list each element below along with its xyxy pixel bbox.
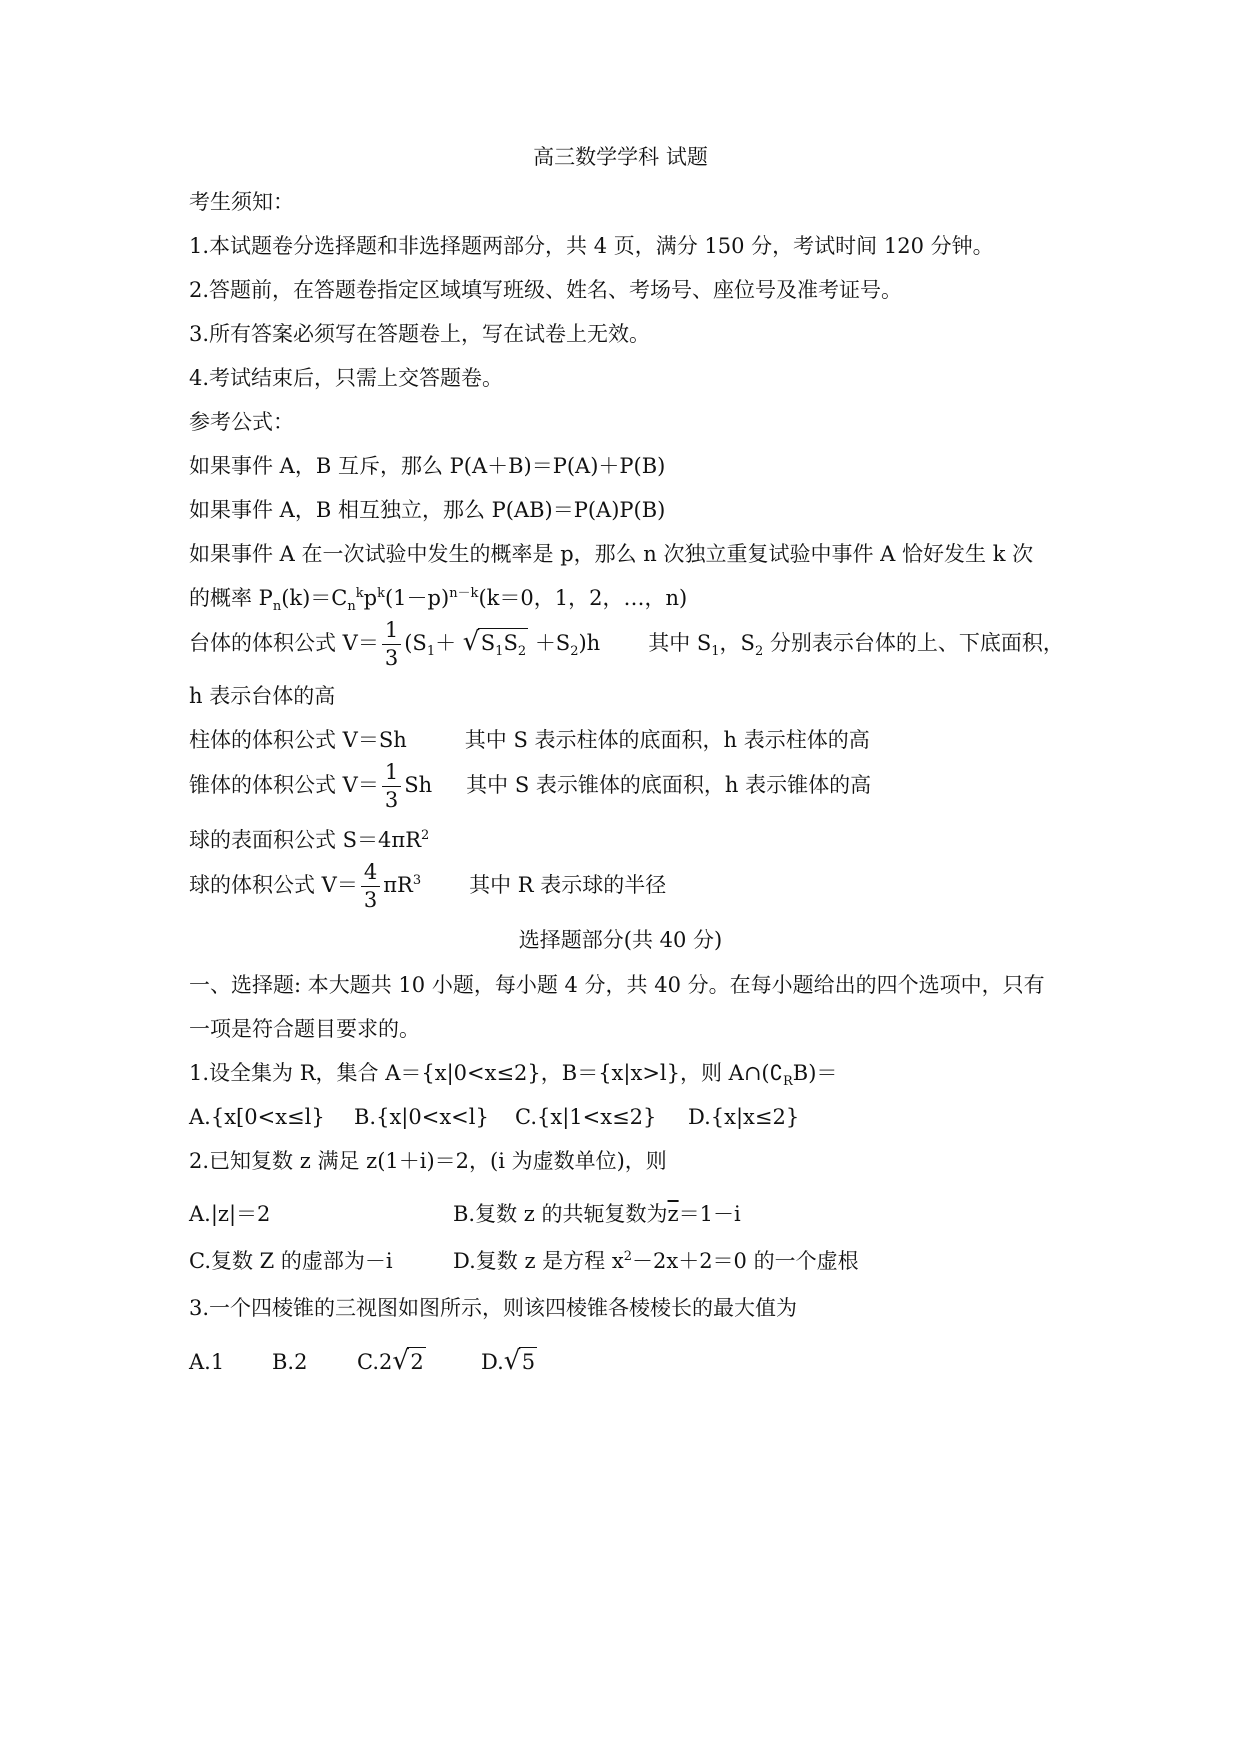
formula-independent: 如果事件 A，B 相互独立，那么 P(AB)＝P(A)P(B) [189, 498, 666, 522]
question-3-stem: 3.一个四棱锥的三视图如图所示，则该四棱锥各棱棱长的最大值为 [189, 1296, 798, 1320]
question-2-stem: 2.已知复数 z 满足 z(1＋i)＝2，(i 为虚数单位)，则 [189, 1149, 667, 1173]
fraction: $\frac{1}{3}$ [382, 620, 401, 669]
notice-item: 3.所有答案必须写在答题卷上，写在试卷上无效。 [189, 322, 651, 346]
q2-option-c: C.复数 Z 的虚部为－i [189, 1249, 393, 1273]
formula-mutex: 如果事件 A，B 互斥，那么 P(A＋B)＝P(A)＋P(B) [189, 454, 666, 478]
notice-heading: 考生须知： [189, 190, 294, 214]
q3-option-b: B.2 [272, 1350, 308, 1374]
formula-sphere-area: 球的表面积公式 $S=4\pi R^2$ [189, 828, 430, 852]
page-title: 高三数学学科 试题 [533, 145, 708, 169]
q2-option-b: B.复数 z 的共轭复数为$\overline{z}=1-i$ [453, 1202, 741, 1226]
formula-frustum: 台体的体积公式 V＝ $\frac{1}{3}$ ($S_1+$ √ $S_1S_2 +S_2)h$ 其中 $S_1$，$S_2$ 分别表示台体的上、下底面积， [189, 618, 1064, 670]
formula-heading: 参考公式： [189, 410, 294, 434]
section-intro: 一、选择题: 本大题共 10 小题，每小题 4 分，共 40 分。在每小题给出的四个选项中，只有 [189, 973, 1045, 997]
formula-bernoulli-line2: 的概率 $P_n(k)=C_n^kp^k(1-p)^{n-k}(k=0$，1，2，…，n) [189, 586, 688, 615]
formula-prism: 柱体的体积公式 V＝Sh 其中 S 表示柱体的底面积，h 表示柱体的高 [189, 728, 870, 752]
q3-option-a: A.1 [189, 1350, 225, 1374]
q1-option-d: D.{x|x≤2} [688, 1105, 800, 1129]
radical: √ $S_1S_2$ [462, 627, 527, 660]
q1-option-a: A.{x[0<x≤l} [189, 1105, 325, 1129]
notice-item: 1.本试题卷分选择题和非选择题两部分，共 4 页，满分 150 分，考试时间 120 分钟。 [189, 234, 994, 258]
formula-frustum-note: h 表示台体的高 [189, 684, 336, 708]
fraction: $\frac{1}{3}$ [382, 762, 401, 811]
section-title: 选择题部分(共 40 分) [518, 928, 723, 952]
q2-option-a: A.|z|＝2 [189, 1202, 271, 1226]
fraction: $\frac{4}{3}$ [361, 862, 380, 911]
question-1-stem: 1.设全集为 R，集合 A＝{x|0<x≤2}，B＝{x|x>l}，则 $A\cap(∁_RB)=$ [189, 1061, 838, 1090]
q3-option-c: C.2 √ 2 [357, 1346, 424, 1376]
q2-option-d: D.复数 z 是方程 $x^2-2x+2=0$ 的一个虚根 [453, 1249, 859, 1273]
notice-item: 4.考试结束后，只需上交答题卷。 [189, 366, 504, 390]
radical: √ 2 [392, 1346, 424, 1376]
formula-bernoulli-line1: 如果事件 A 在一次试验中发生的概率是 p，那么 n 次独立重复试验中事件 A 恰好发生 k 次 [189, 542, 1034, 566]
formula-cone: 锥体的体积公式 V＝ $\frac{1}{3}$ Sh 其中 S 表示锥体的底面积，h 表示锥体的高 [189, 760, 872, 812]
q1-option-b: B.{x|0<x<l} [354, 1105, 489, 1129]
notice-item: 2.答题前，在答题卷指定区域填写班级、姓名、考场号、座位号及准考证号。 [189, 278, 903, 302]
section-intro: 一项是符合题目要求的。 [189, 1017, 420, 1041]
q3-option-d: D. √ 5 [481, 1346, 536, 1376]
q1-option-c: C.{x|1<x≤2} [515, 1105, 657, 1129]
formula-sphere-volume: 球的体积公式 V＝ $\frac{4}{3}$ $\pi R^3$ 其中 R 表示球的半径 [189, 860, 667, 912]
radical: √ 5 [503, 1346, 536, 1376]
